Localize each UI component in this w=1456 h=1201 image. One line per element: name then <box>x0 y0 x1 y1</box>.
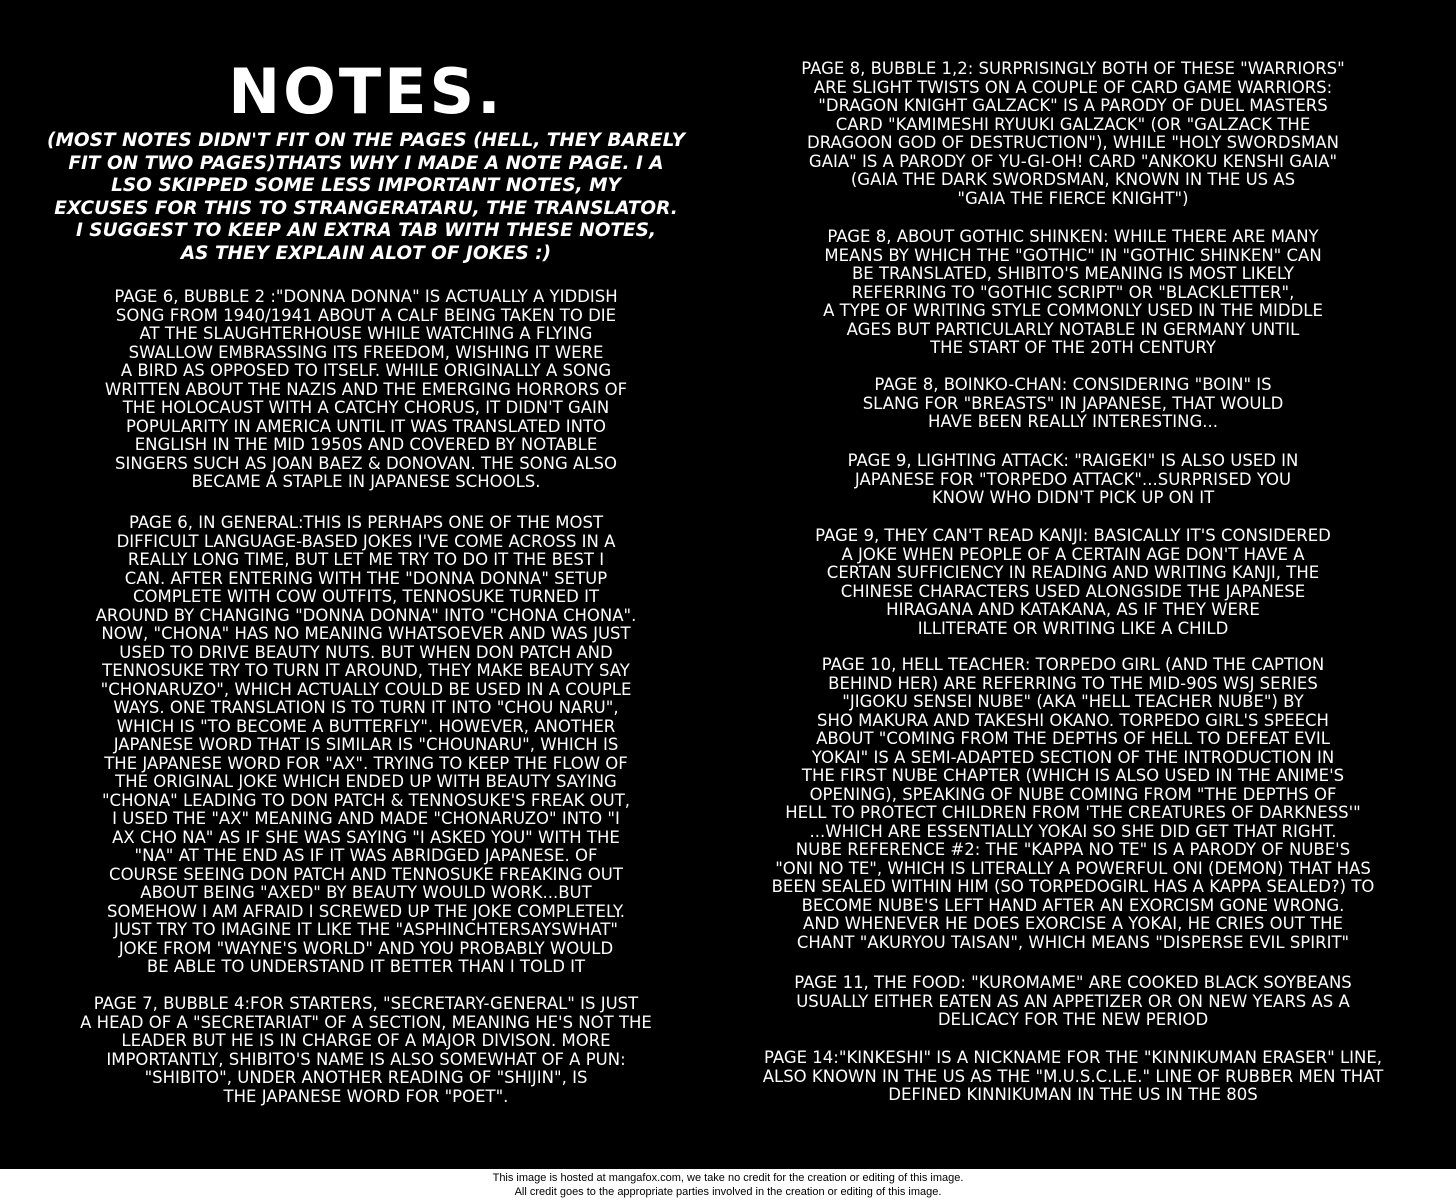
intro-paragraph <box>22 130 710 266</box>
note-line: BE ABLE TO UNDERSTAND IT BETTER THAN I TOLD IT <box>146 957 586 976</box>
note-line: DIFFICULT LANGUAGE-BASED JOKES I'VE COME ACROSS IN A <box>116 531 616 551</box>
note-line: AND WHENEVER HE DOES EXORCISE A YOKAI, HE CRIES OUT THE <box>803 914 1343 933</box>
note-line: GAIA" IS A PARODY OF YU-GI-OH! CARD "ANKOKU KENSHI GAIA" <box>808 151 1338 171</box>
note-line: "JIGOKU SENSEI NUBE" (AKA "HELL TEACHER NUBE") BY <box>842 692 1304 711</box>
note-line: "CHONARUZO", WHICH ACTUALLY COULD BE USED IN A COUPLE <box>100 679 632 699</box>
footer-line: This image is hosted at mangafox.com, we take no credit for the creation or editing of this image. <box>492 1172 964 1184</box>
note-line: PAGE 8, ABOUT GOTHIC SHINKEN: WHILE THERE ARE MANY <box>827 227 1319 246</box>
note-line: SINGERS SUCH AS JOAN BAEZ & DONOVAN. THE SONG ALSO <box>115 453 617 473</box>
note-line: HELL TO PROTECT CHILDREN FROM 'THE CREATURES OF DARKNESS'" <box>785 803 1361 822</box>
note-line: CHANT "AKURYOU TAISAN", WHICH MEANS "DISPERSE EVIL SPIRIT" <box>796 932 1350 952</box>
note-line: NOW, "CHONA" HAS NO MEANING WHATSOEVER AND WAS JUST <box>101 624 631 643</box>
note-line: A BIRD AS OPPOSED TO ITSELF. WHILE ORIGINALLY A SONG <box>120 361 612 380</box>
note-line: JOKE FROM "WAYNE'S WORLD" AND YOU PROBABLY WOULD <box>118 938 614 958</box>
note-line: ABOUT "COMING FROM THE DEPTHS OF HELL TO DEFEAT EVIL <box>816 729 1330 748</box>
note-line: THE HOLOCAUST WITH A CATCHY CHORUS, IT DIDN'T GAIN <box>122 398 610 417</box>
note-line: A TYPE OF WRITING STYLE COMMONLY USED IN THE MIDDLE <box>823 301 1323 320</box>
note-line: SOMEHOW I AM AFRAID I SCREWED UP THE JOKE COMPLETELY. <box>107 901 625 921</box>
note-line: THE START OF THE 20TH CENTURY <box>930 338 1216 357</box>
note-paragraph <box>22 514 710 977</box>
note-line: "CHONA" LEADING TO DON PATCH & TENNOSUKE'S FREAK OUT, <box>101 790 631 810</box>
note-line: ALSO KNOWN IN THE US AS THE "M.U.S.C.L.E." LINE OF RUBBER MEN THAT <box>762 1066 1384 1086</box>
note-line: ILLITERATE OR WRITING LIKE A CHILD <box>917 618 1229 638</box>
note-line: CAN. AFTER ENTERING WITH THE "DONNA DONNA" SETUP <box>124 568 608 588</box>
note-line: SLANG FOR "BREASTS" IN JAPANESE, THAT WOULD <box>862 393 1284 413</box>
note-line: AS THEY EXPLAIN ALOT OF JOKES :) <box>180 242 552 264</box>
note-line: PAGE 7, BUBBLE 4:FOR STARTERS, "SECRETARY-GENERAL" IS JUST <box>93 994 639 1013</box>
note-line: A JOKE WHEN PEOPLE OF A CERTAIN AGE DON'T HAVE A <box>841 544 1305 564</box>
note-line: PAGE 9, LIGHTING ATTACK: "RAIGEKI" IS ALSO USED IN <box>847 451 1299 470</box>
note-line: JAPANESE FOR "TORPEDO ATTACK"...SURPRISED YOU <box>854 469 1292 489</box>
note-line: SHO MAKURA AND TAKESHI OKANO. TORPEDO GIRL'S SPEECH <box>817 710 1329 730</box>
note-line: THE FIRST NUBE CHAPTER (WHICH IS ALSO USED IN THE ANIME'S <box>801 766 1345 785</box>
note-line: AROUND BY CHANGING "DONNA DONNA" INTO "CHONA CHONA". <box>95 605 637 625</box>
note-line: TENNOSUKE TRY TO TURN IT AROUND, THEY MAKE BEAUTY SAY <box>102 661 630 680</box>
note-paragraph <box>22 288 710 492</box>
note-line: CERTAN SUFFICIENCY IN READING AND WRITING KANJI, THE <box>826 563 1320 582</box>
note-line: (GAIA THE DARK SWORDSMAN, KNOWN IN THE US AS <box>850 170 1296 189</box>
note-line: COURSE SEEING DON PATCH AND TENNOSUKE FREAKING OUT <box>109 864 623 884</box>
note-paragraph <box>710 376 1436 432</box>
note-line: DEFINED KINNIKUMAN IN THE US IN THE 80S <box>888 1085 1258 1104</box>
note-line: USUALLY EITHER EATEN AS AN APPETIZER OR ON NEW YEARS AS A <box>796 991 1350 1011</box>
note-line: MEANS BY WHICH THE "GOTHIC" IN "GOTHIC SHINKEN" CAN <box>824 245 1322 265</box>
note-line: JAPANESE WORD THAT IS SIMILAR IS "CHOUNARU", WHICH IS <box>113 735 619 754</box>
note-paragraph <box>710 527 1436 638</box>
note-line: ARE SLIGHT TWISTS ON A COUPLE OF CARD GAME WARRIORS: <box>813 77 1333 97</box>
note-line: BECOME NUBE'S LEFT HAND AFTER AN EXORCISM GONE WRONG. <box>801 895 1345 915</box>
note-line: A HEAD OF A "SECRETARIAT" OF A SECTION, MEANING HE'S NOT THE <box>80 1012 652 1032</box>
note-line: REALLY LONG TIME, BUT LET ME TRY TO DO IT THE BEST I <box>127 550 605 569</box>
note-line: PAGE 14:"KINKESHI" IS A NICKNAME FOR THE "KINNIKUMAN ERASER" LINE, <box>763 1048 1383 1067</box>
note-line: NUBE REFERENCE #2: THE "KAPPA NO TE" IS A PARODY OF NUBE'S <box>795 840 1351 859</box>
note-line: CARD "KAMIMESHI RYUUKI GALZACK" (OR "GALZACK THE <box>835 114 1311 134</box>
note-line: CHINESE CHARACTERS USED ALONGSIDE THE JAPANESE <box>840 581 1306 601</box>
note-line: PAGE 6, BUBBLE 2 :"DONNA DONNA" IS ACTUALLY A YIDDISH <box>114 287 618 306</box>
footer-line: All credit goes to the appropriate parties involved in the creation or editing of this image. <box>514 1186 942 1198</box>
note-line: PAGE 8, BUBBLE 1,2: SURPRISINGLY BOTH OF THESE "WARRIORS" <box>801 59 1345 78</box>
note-line: HAVE BEEN REALLY INTERESTING... <box>928 412 1218 431</box>
note-line: "NA" AT THE END AS IF IT WAS ABRIDGED JAPANESE. OF <box>134 846 598 865</box>
note-line: DRAGOON GOD OF DESTRUCTION"), WHILE "HOLY SWORDSMAN <box>807 133 1339 152</box>
note-line: I SUGGEST TO KEEP AN EXTRA TAB WITH THESE NOTES, <box>75 220 657 242</box>
note-line: ENGLISH IN THE MID 1950S AND COVERED BY NOTABLE <box>134 435 598 454</box>
note-line: ABOUT BEING "AXED" BY BEAUTY WOULD WORK...BUT <box>140 883 592 902</box>
note-line: "DRAGON KNIGHT GALZACK" IS A PARODY OF DUEL MASTERS <box>818 96 1328 115</box>
note-line: COMPLETE WITH COW OUTFITS, TENNOSUKE TURNED IT <box>132 587 600 606</box>
note-line: (MOST NOTES DIDN'T FIT ON THE PAGES (HELL, THEY BARELY <box>47 130 685 151</box>
note-line: REFERRING TO "GOTHIC SCRIPT" OR "BLACKLETTER", <box>851 282 1295 302</box>
note-paragraph <box>22 995 710 1106</box>
note-line: AT THE SLAUGHTERHOUSE WHILE WATCHING A FLYING <box>139 324 593 343</box>
note-line: BEEN SEALED WITHIN HIM (SO TORPEDOGIRL HAS A KAPPA SEALED?) TO <box>771 877 1375 896</box>
note-line: PAGE 11, THE FOOD: "KUROMAME" ARE COOKED BLACK SOYBEANS <box>794 973 1352 992</box>
note-paragraph <box>710 1049 1436 1105</box>
note-paragraph <box>710 656 1436 952</box>
note-line: BE TRANSLATED, SHIBITO'S MEANING IS MOST LIKELY <box>851 264 1295 283</box>
note-line: "ONI NO TE", WHICH IS LITERALLY A POWERFUL ONI (DEMON) THAT HAS <box>775 858 1371 878</box>
note-line: FIT ON TWO PAGES)THATS WHY I MADE A NOTE PAGE. I A <box>68 152 664 174</box>
note-line: PAGE 10, HELL TEACHER: TORPEDO GIRL (AND THE CAPTION <box>821 655 1325 674</box>
page-title: NOTES. <box>228 55 504 128</box>
note-line: "SHIBITO", UNDER ANOTHER READING OF "SHIJIN", IS <box>144 1068 588 1087</box>
note-line: DELICACY FOR THE NEW PERIOD <box>937 1010 1209 1029</box>
note-line: PAGE 8, BOINKO-CHAN: CONSIDERING "BOIN" IS <box>874 375 1272 394</box>
hosting-footer <box>0 1169 1456 1201</box>
note-line: AGES BUT PARTICULARLY NOTABLE IN GERMANY UNTIL <box>846 319 1300 339</box>
note-line: IMPORTANTLY, SHIBITO'S NAME IS ALSO SOMEWHAT OF A PUN: <box>106 1049 626 1069</box>
note-line: BEHIND HER) ARE REFERRING TO THE MID-90S WSJ SERIES <box>828 673 1318 693</box>
note-line: YOKAI" IS A SEMI-ADAPTED SECTION OF THE INTRODUCTION IN <box>811 747 1335 767</box>
note-line: THE ORIGINAL JOKE WHICH ENDED UP WITH BEAUTY SAYING <box>115 772 617 791</box>
note-line: POPULARITY IN AMERICA UNTIL IT WAS TRANSLATED INTO <box>125 416 607 436</box>
note-line: WHICH IS "TO BECOME A BUTTERFLY". HOWEVER, ANOTHER <box>116 716 616 736</box>
note-line: WAYS. ONE TRANSLATION IS TO TURN IT INTO "CHOU NARU", <box>113 698 619 717</box>
note-line: HIRAGANA AND KATAKANA, AS IF THEY WERE <box>886 600 1260 619</box>
note-line: THE JAPANESE WORD FOR "AX". TRYING TO KEEP THE FLOW OF <box>104 753 628 773</box>
note-paragraph <box>710 974 1436 1030</box>
note-line: USED TO DRIVE BEAUTY NUTS. BUT WHEN DON PATCH AND <box>119 642 613 662</box>
note-line: KNOW WHO DIDN'T PICK UP ON IT <box>931 488 1215 507</box>
note-line: ...WHICH ARE ESSENTIALLY YOKAI SO SHE DID GET THAT RIGHT. <box>809 821 1337 841</box>
note-line: LSO SKIPPED SOME LESS IMPORTANT NOTES, MY <box>111 175 621 197</box>
note-line: PAGE 6, IN GENERAL:THIS IS PERHAPS ONE OF THE MOST <box>128 513 604 532</box>
note-line: WRITTEN ABOUT THE NAZIS AND THE EMERGING HORRORS OF <box>104 379 628 399</box>
note-paragraph <box>710 452 1436 508</box>
note-line: SWALLOW EMBRASSING ITS FREEDOM, WISHING IT WERE <box>128 342 604 362</box>
note-line: JUST TRY TO IMAGINE IT LIKE THE "ASPHINCHTERSAYSWHAT" <box>113 920 619 939</box>
note-line: EXCUSES FOR THIS TO STRANGERATARU, THE TRANSLATOR. <box>54 197 678 219</box>
note-line: BECAME A STAPLE IN JAPANESE SCHOOLS. <box>191 472 541 491</box>
note-line: PAGE 9, THEY CAN'T READ KANJI: BASICALLY IT'S CONSIDERED <box>815 526 1331 545</box>
note-paragraph <box>710 228 1436 358</box>
note-paragraph <box>710 60 1436 208</box>
note-line: I USED THE "AX" MEANING AND MADE "CHONARUZO" INTO "I <box>112 809 620 828</box>
note-line: THE JAPANESE WORD FOR "POET". <box>223 1086 509 1106</box>
note-line: SONG FROM 1940/1941 ABOUT A CALF BEING TAKEN TO DIE <box>115 305 617 325</box>
note-line: LEADER BUT HE IS IN CHARGE OF A MAJOR DIVISON. MORE <box>121 1031 611 1050</box>
note-line: OPENING), SPEAKING OF NUBE COMING FROM "THE DEPTHS OF <box>809 784 1337 804</box>
note-line: AX CHO NA" AS IF SHE WAS SAYING "I ASKED YOU" WITH THE <box>112 827 620 847</box>
note-line: "GAIA THE FIERCE KNIGHT") <box>957 188 1189 208</box>
